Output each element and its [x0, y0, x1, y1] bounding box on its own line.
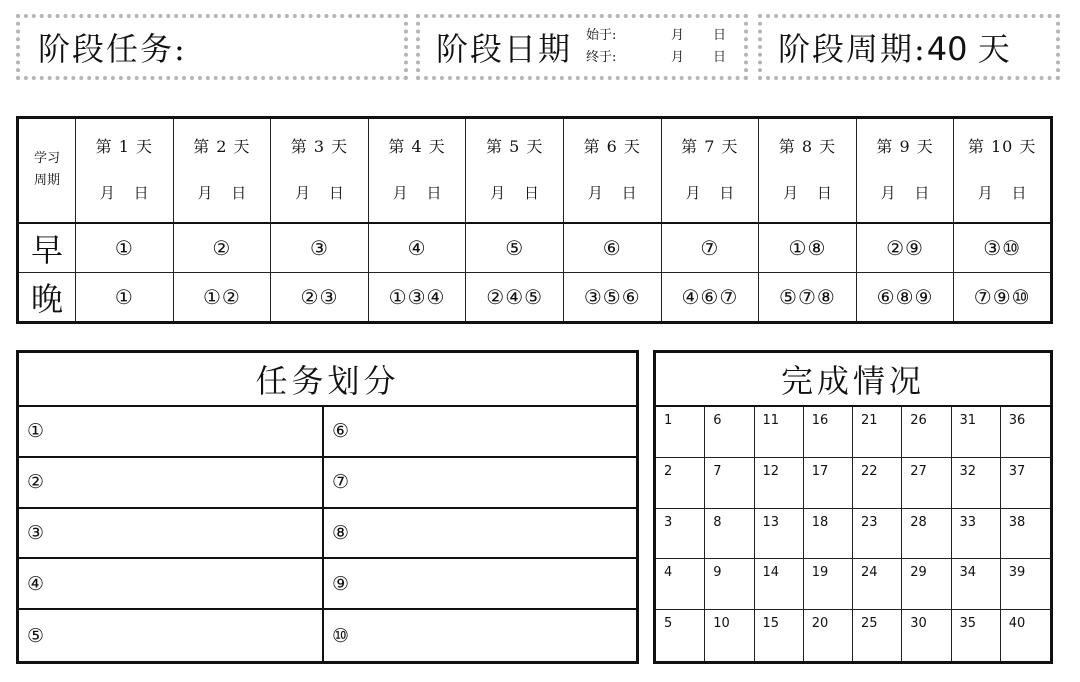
- evening-cell[interactable]: ①: [76, 272, 174, 322]
- morning-cell[interactable]: ②: [173, 223, 271, 273]
- morning-row: [18, 223, 1052, 273]
- completion-day-cell[interactable]: 3: [656, 509, 705, 560]
- morning-label: 早: [18, 223, 76, 273]
- completion-day-cell[interactable]: 29: [902, 559, 951, 610]
- end-date-line[interactable]: [586, 47, 726, 69]
- day-header[interactable]: [661, 118, 759, 223]
- completion-day-cell[interactable]: 19: [804, 559, 853, 610]
- morning-cell[interactable]: ②⑨: [856, 223, 954, 273]
- task-division-cell[interactable]: ⑥: [324, 407, 636, 458]
- completion-day-cell[interactable]: 39: [1001, 559, 1050, 610]
- stage-date-fields: [586, 25, 726, 69]
- completion-day-cell[interactable]: 14: [755, 559, 804, 610]
- day-date: 月 日: [880, 184, 930, 203]
- completion-day-cell[interactable]: 6: [705, 407, 754, 458]
- completion-day-cell[interactable]: 40: [1008, 616, 1026, 632]
- day-label: 第 9 天: [876, 137, 934, 157]
- stage-task-box[interactable]: [16, 14, 408, 80]
- morning-cell[interactable]: ③: [271, 223, 369, 273]
- task-division-cell[interactable]: ③: [19, 509, 324, 560]
- task-division-grid: [19, 407, 636, 661]
- morning-cell[interactable]: ④: [368, 223, 466, 273]
- day-header[interactable]: [466, 118, 564, 223]
- completion-day-cell[interactable]: 37: [1001, 458, 1050, 509]
- completion-day-cell[interactable]: 27: [902, 458, 951, 509]
- study-cycle-corner: [18, 118, 76, 223]
- evening-cell[interactable]: ⑥⑧⑨: [856, 272, 954, 322]
- end-month-char: 月: [671, 50, 685, 65]
- morning-cell[interactable]: ⑦: [661, 223, 759, 273]
- corner-line-1: 学习: [33, 151, 60, 167]
- task-division-title: 任务划分: [19, 353, 636, 407]
- completion-day-cell[interactable]: 7: [705, 458, 754, 509]
- day-date: 月 日: [295, 184, 344, 203]
- completion-day-cell[interactable]: 38: [1001, 509, 1050, 560]
- stage-cycle-box: [758, 14, 1060, 80]
- completion-day-cell[interactable]: 35: [952, 610, 1001, 661]
- completion-day-cell[interactable]: 5: [656, 610, 705, 661]
- stage-cycle-label: 阶段周期:: [778, 30, 927, 68]
- completion-day-cell[interactable]: 18: [804, 509, 853, 560]
- day-header[interactable]: [76, 118, 174, 223]
- completion-day-cell[interactable]: 26: [902, 407, 951, 458]
- morning-cell[interactable]: ①: [76, 223, 174, 273]
- start-date-label: 始于:: [586, 28, 617, 43]
- corner-line-2: 周期: [33, 173, 60, 189]
- completion-day-cell[interactable]: 2: [656, 458, 705, 509]
- day-date: 月 日: [392, 184, 442, 203]
- completion-day-cell[interactable]: 17: [804, 458, 853, 509]
- day-label: 第 7 天: [681, 137, 739, 157]
- task-division-panel: [16, 350, 639, 664]
- day-header[interactable]: [368, 118, 466, 223]
- day-header[interactable]: [954, 118, 1052, 223]
- completion-day-cell[interactable]: 16: [804, 407, 853, 458]
- day-label: 第 8 天: [778, 137, 837, 157]
- day-date: 月 日: [197, 184, 247, 203]
- task-division-cell[interactable]: ②: [19, 458, 324, 509]
- completion-day-cell[interactable]: 28: [902, 509, 951, 560]
- task-division-cell[interactable]: ⑤: [19, 610, 324, 661]
- evening-cell[interactable]: ①②: [173, 272, 271, 322]
- completion-grid: [656, 407, 1050, 661]
- day-date: 月 日: [783, 184, 832, 203]
- evening-cell[interactable]: ②③: [271, 272, 369, 322]
- completion-day-cell[interactable]: 24: [853, 559, 902, 610]
- start-date-line[interactable]: [586, 25, 726, 47]
- completion-day-cell[interactable]: 12: [755, 458, 804, 509]
- day-date: 月 日: [977, 184, 1027, 203]
- completion-day-cell[interactable]: 20: [804, 610, 853, 661]
- task-division-cell[interactable]: ①: [19, 407, 324, 458]
- evening-cell[interactable]: ④⑥⑦: [661, 272, 759, 322]
- study-schedule-table: [16, 116, 1053, 324]
- completion-day-cell[interactable]: 22: [853, 458, 902, 509]
- task-division-cell[interactable]: ④: [19, 559, 324, 610]
- completion-title: 完成情况: [656, 353, 1050, 407]
- completion-day-cell[interactable]: 13: [755, 509, 804, 560]
- day-label: 第 4 天: [388, 137, 446, 157]
- day-label: 第 3 天: [290, 137, 349, 157]
- evening-cell[interactable]: ⑤⑦⑧: [759, 272, 857, 322]
- completion-day-cell[interactable]: 34: [952, 559, 1001, 610]
- evening-label: 晚: [18, 272, 76, 322]
- start-month-char: 月: [671, 28, 685, 43]
- evening-cell[interactable]: ②④⑤: [466, 272, 564, 322]
- completion-day-cell[interactable]: 36: [1001, 407, 1050, 458]
- day-header[interactable]: [271, 118, 369, 223]
- day-date: 月 日: [490, 184, 540, 203]
- morning-cell[interactable]: ⑤: [466, 223, 564, 273]
- completion-day-cell[interactable]: 25: [853, 610, 902, 661]
- day-label: 第 2 天: [193, 137, 251, 157]
- completion-day-cell[interactable]: 23: [853, 509, 902, 560]
- morning-cell[interactable]: ①⑧: [759, 223, 857, 273]
- day-label: 第 5 天: [485, 137, 544, 157]
- completion-day-cell[interactable]: 33: [952, 509, 1001, 560]
- completion-day-cell[interactable]: 31: [952, 407, 1001, 458]
- start-day-char: 日: [713, 28, 727, 43]
- day-header[interactable]: [563, 118, 661, 223]
- completion-day-cell[interactable]: 11: [755, 407, 804, 458]
- completion-panel: [653, 350, 1053, 664]
- day-label: 第 6 天: [583, 137, 641, 157]
- morning-cell[interactable]: ③⑩: [954, 223, 1052, 273]
- stage-task-label: 阶段任务:: [38, 30, 187, 68]
- day-date: 月 日: [99, 184, 149, 203]
- day-header[interactable]: [759, 118, 857, 223]
- schedule-header-row: [18, 118, 1052, 223]
- stage-date-label: 阶段日期: [436, 30, 573, 68]
- task-division-cell[interactable]: ⑩: [332, 624, 350, 647]
- completion-day-cell[interactable]: 30: [902, 610, 951, 661]
- day-date: 月 日: [685, 184, 735, 203]
- completion-day-cell[interactable]: 8: [705, 509, 754, 560]
- morning-cell[interactable]: ⑥: [563, 223, 661, 273]
- day-date: 月 日: [587, 184, 637, 203]
- end-date-label: 终于:: [586, 50, 617, 65]
- end-day-char: 日: [713, 50, 727, 65]
- completion-day-cell[interactable]: 15: [755, 610, 804, 661]
- day-header[interactable]: [856, 118, 954, 223]
- evening-cell[interactable]: ⑦⑨⑩: [954, 272, 1052, 322]
- task-division-cell[interactable]: ⑧: [324, 509, 636, 560]
- evening-cell[interactable]: ③⑤⑥: [563, 272, 661, 322]
- evening-cell[interactable]: ①③④: [368, 272, 466, 322]
- stage-cycle-value: 40 天: [926, 30, 1010, 68]
- day-label: 第 1 天: [95, 137, 153, 157]
- completion-day-cell[interactable]: 21: [853, 407, 902, 458]
- evening-row: [18, 272, 1052, 322]
- completion-day-cell[interactable]: 1: [656, 407, 705, 458]
- completion-day-cell[interactable]: 32: [952, 458, 1001, 509]
- completion-day-cell[interactable]: 10: [705, 610, 754, 661]
- completion-day-cell[interactable]: 4: [656, 559, 705, 610]
- task-division-cell[interactable]: ⑨: [324, 559, 636, 610]
- completion-day-cell[interactable]: 9: [705, 559, 754, 610]
- day-label: 第 10 天: [967, 137, 1037, 157]
- task-division-cell[interactable]: ⑦: [324, 458, 636, 509]
- day-header[interactable]: [173, 118, 271, 223]
- stage-date-box: [416, 14, 748, 80]
